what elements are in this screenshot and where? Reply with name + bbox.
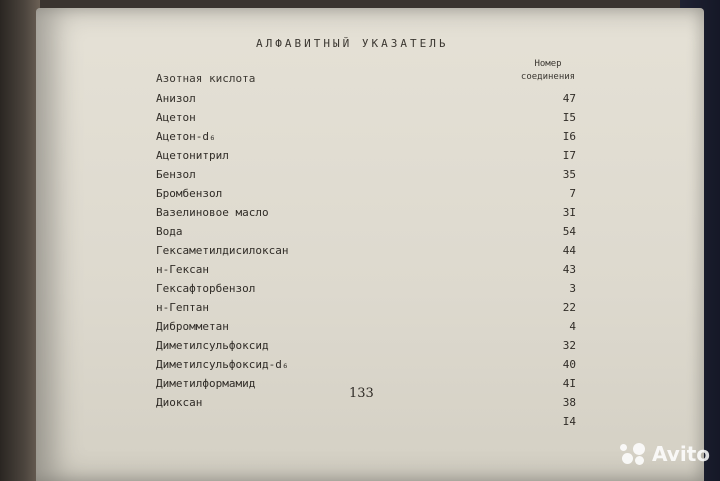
index-entry-name: Гексафторбензол <box>156 282 256 295</box>
index-row <box>36 111 704 130</box>
index-entry-name: Ацетонитрил <box>156 149 229 162</box>
index-entry-name: Ацетон-d₆ <box>156 130 216 143</box>
index-row <box>36 149 704 168</box>
index-row <box>36 206 704 225</box>
index-entry-number: I5 <box>562 111 576 124</box>
index-entry-name: Бромбензол <box>156 187 223 200</box>
index-row <box>36 168 704 187</box>
index-entry-name: Диоксан <box>156 396 203 409</box>
index-entry-name: Гексаметилдисилоксан <box>156 244 289 257</box>
index-entry-number: 44 <box>562 244 576 257</box>
index-entry-number: 38 <box>562 396 576 409</box>
index-entry-number: 3I <box>562 206 576 219</box>
index-entry-name: Дибромметан <box>156 320 229 333</box>
book-page <box>36 8 704 481</box>
index-entry-number: 3 <box>569 282 576 295</box>
number-column-header <box>508 58 588 84</box>
index-row <box>36 263 704 282</box>
watermark <box>620 441 710 467</box>
page-number: 133 <box>349 386 374 401</box>
avito-logo-icon <box>620 441 646 467</box>
index-entry-number: 7 <box>569 187 576 200</box>
index-row <box>36 339 704 358</box>
index-entry-name: Вода <box>156 225 183 238</box>
index-entry-number: 40 <box>562 358 576 371</box>
index-row <box>36 92 704 111</box>
index-entry-name: н-Гексан <box>156 263 209 276</box>
index-entry-number: 35 <box>562 168 576 181</box>
index-entry-number: I7 <box>562 149 576 162</box>
index-row <box>36 358 704 377</box>
index-entry-number: I6 <box>562 130 576 143</box>
index-entry-number: 32 <box>562 339 576 352</box>
index-entry-name: Бензол <box>156 168 196 181</box>
index-row <box>36 225 704 244</box>
book-binding <box>0 0 40 481</box>
index-row <box>36 130 704 149</box>
index-entry-number: 22 <box>562 301 576 314</box>
column-header-line-1: Номер <box>534 59 562 69</box>
index-entry-name: Вазелиновое масло <box>156 206 269 219</box>
index-entry-number: 4 <box>569 320 576 333</box>
page-heading: АЛФАВИТНЫЙ УКАЗАТЕЛЬ <box>256 37 449 50</box>
watermark-text: Avito <box>652 442 710 466</box>
index-row <box>36 187 704 206</box>
index-entry-name: Анизол <box>156 92 196 105</box>
index-entry-number: 54 <box>562 225 576 238</box>
index-entry-number: 47 <box>562 92 576 105</box>
index-entry-name: Диметилформамид <box>156 377 256 390</box>
index-row <box>36 244 704 263</box>
index-entry-name: Диметилсульфоксид <box>156 339 269 352</box>
column-header-line-2: соединения <box>520 72 576 82</box>
index-entry-name: Ацетон <box>156 111 196 124</box>
index-row <box>36 320 704 339</box>
index-row <box>36 301 704 320</box>
index-entry-number: I4 <box>562 415 576 428</box>
index-entry-name: н-Гептан <box>156 301 209 314</box>
index-entry-number: 43 <box>562 263 576 276</box>
index-entry-first: Азотная кислота <box>156 72 256 85</box>
index-row <box>36 415 704 434</box>
index-entry-number: 4I <box>562 377 576 390</box>
index-row <box>36 282 704 301</box>
index-entry-name: Диметилсульфоксид-d₆ <box>156 358 289 371</box>
